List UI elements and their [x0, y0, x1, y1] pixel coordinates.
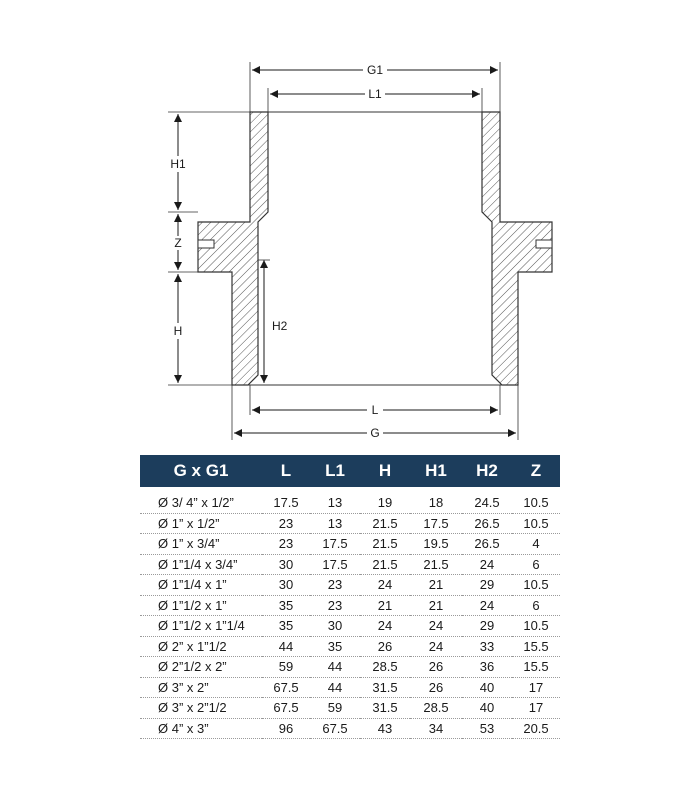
table-cell: 20.5: [512, 718, 560, 739]
table-cell-size: Ø 2” x 1”1/2: [140, 636, 262, 657]
table-row: [140, 513, 560, 534]
table-cell: 53: [462, 718, 512, 739]
table-cell: 40: [462, 698, 512, 719]
table-cell: 6: [512, 554, 560, 575]
table-cell-size: Ø 3” x 2”: [140, 677, 262, 698]
table-cell: 35: [310, 636, 360, 657]
table-cell: 26.5: [462, 534, 512, 555]
table-cell: 33: [462, 636, 512, 657]
table-cell-size: Ø 4” x 3”: [140, 718, 262, 739]
table-row: [140, 698, 560, 719]
table-cell: 15.5: [512, 636, 560, 657]
table-cell: 10.5: [512, 575, 560, 596]
table-cell: 28.5: [360, 657, 410, 678]
table-row: [140, 616, 560, 637]
table-cell: 67.5: [262, 698, 310, 719]
table-cell: 59: [310, 698, 360, 719]
table-cell-size: Ø 3/ 4” x 1/2”: [140, 493, 262, 513]
table-cell: 24: [360, 616, 410, 637]
table-cell-size: Ø 1”1/2 x 1”: [140, 595, 262, 616]
dimension-table: [140, 455, 560, 739]
table-cell: 23: [310, 595, 360, 616]
table-cell: 31.5: [360, 677, 410, 698]
table-cell: 28.5: [410, 698, 462, 719]
table-row: [140, 595, 560, 616]
table-cell: 35: [262, 616, 310, 637]
table-cell: 23: [262, 534, 310, 555]
table-cell: 30: [310, 616, 360, 637]
g1-label: G1: [366, 63, 384, 77]
table-cell: 6: [512, 595, 560, 616]
col-header-h1: H1: [410, 455, 462, 487]
table-cell: 26: [410, 657, 462, 678]
table-cell: 36: [462, 657, 512, 678]
table-cell: 19: [360, 493, 410, 513]
table-cell: 17: [512, 698, 560, 719]
table-cell: 67.5: [262, 677, 310, 698]
table-cell: 17.5: [262, 493, 310, 513]
l-label: L: [371, 403, 379, 417]
table-cell: 44: [310, 677, 360, 698]
table-cell: 21.5: [360, 534, 410, 555]
table-row: [140, 677, 560, 698]
table-cell-size: Ø 1”1/4 x 1”: [140, 575, 262, 596]
table-cell: 26: [360, 636, 410, 657]
table-body: [140, 487, 560, 739]
table-row: [140, 534, 560, 555]
col-header-size: G x G1: [140, 455, 262, 487]
table-cell: 17.5: [410, 513, 462, 534]
table-cell: 24: [410, 616, 462, 637]
h1-label: H1: [170, 157, 186, 171]
table-cell: 13: [310, 513, 360, 534]
table-cell-size: Ø 1”1/2 x 1”1/4: [140, 616, 262, 637]
table-row: [140, 636, 560, 657]
table-cell: 24: [410, 636, 462, 657]
table-row: [140, 493, 560, 513]
table-cell: 10.5: [512, 513, 560, 534]
table-cell: 21: [410, 595, 462, 616]
right-flange-groove: [536, 240, 552, 248]
h-label: H: [173, 324, 183, 338]
table-cell: 30: [262, 554, 310, 575]
table-cell: 10.5: [512, 493, 560, 513]
table-cell: 24: [360, 575, 410, 596]
table-cell: 17: [512, 677, 560, 698]
table-cell: 34: [410, 718, 462, 739]
table-cell: 26.5: [462, 513, 512, 534]
h2-label: H2: [272, 319, 288, 333]
table-cell: 26: [410, 677, 462, 698]
l1-label: L1: [368, 87, 382, 101]
table-cell: 10.5: [512, 616, 560, 637]
table-cell: 31.5: [360, 698, 410, 719]
table-cell: 43: [360, 718, 410, 739]
table-cell: 21: [360, 595, 410, 616]
z-label: Z: [174, 236, 182, 250]
table-cell: 29: [462, 616, 512, 637]
table-cell: 67.5: [310, 718, 360, 739]
table-cell: 18: [410, 493, 462, 513]
table-cell: 23: [262, 513, 310, 534]
g-label: G: [370, 426, 380, 440]
table-cell: 23: [310, 575, 360, 596]
table-cell: 17.5: [310, 534, 360, 555]
table-cell: 17.5: [310, 554, 360, 575]
table-row: [140, 718, 560, 739]
table-cell: 24: [462, 554, 512, 575]
left-flange-groove: [198, 240, 214, 248]
table-cell: 21.5: [360, 513, 410, 534]
table-cell-size: Ø 1” x 3/4”: [140, 534, 262, 555]
table-cell-size: Ø 3” x 2”1/2: [140, 698, 262, 719]
table-cell: 21: [410, 575, 462, 596]
table-cell-size: Ø 1”1/4 x 3/4”: [140, 554, 262, 575]
table-cell: 29: [462, 575, 512, 596]
table-cell: 40: [462, 677, 512, 698]
table-cell: 59: [262, 657, 310, 678]
table-cell-size: Ø 2”1/2 x 2”: [140, 657, 262, 678]
table-row: [140, 575, 560, 596]
table-row: [140, 554, 560, 575]
table-cell: 24: [462, 595, 512, 616]
table-cell: 96: [262, 718, 310, 739]
table-cell: 44: [310, 657, 360, 678]
table-row: [140, 657, 560, 678]
col-header-l1: L1: [310, 455, 360, 487]
col-header-z: Z: [512, 455, 560, 487]
table-header-row: [140, 455, 560, 487]
col-header-l: L: [262, 455, 310, 487]
table-cell: 30: [262, 575, 310, 596]
table-cell: 24.5: [462, 493, 512, 513]
table-cell: 15.5: [512, 657, 560, 678]
table-cell: 13: [310, 493, 360, 513]
table-cell: 21.5: [410, 554, 462, 575]
col-header-h: H: [360, 455, 410, 487]
table-cell: 35: [262, 595, 310, 616]
table-cell: 4: [512, 534, 560, 555]
table-cell: 21.5: [360, 554, 410, 575]
table-cell: 19.5: [410, 534, 462, 555]
table-cell-size: Ø 1” x 1/2”: [140, 513, 262, 534]
table-cell: 44: [262, 636, 310, 657]
col-header-h2: H2: [462, 455, 512, 487]
